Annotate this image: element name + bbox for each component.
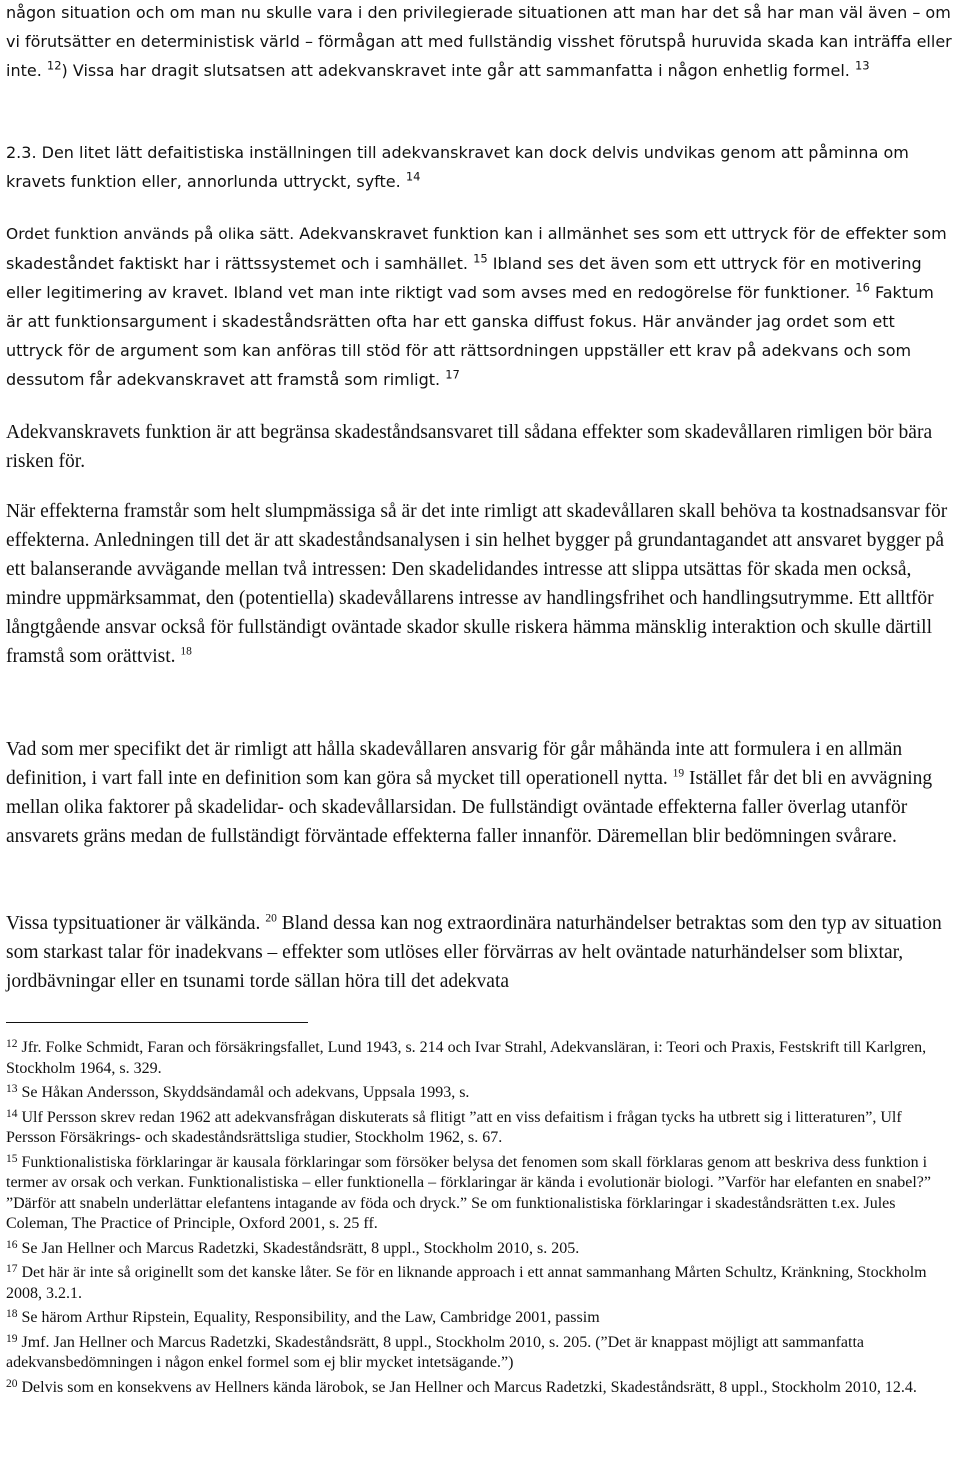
footnote-number: 16 <box>6 1238 18 1251</box>
footnote-text: Jfr. Folke Schmidt, Faran och försäkringsfallet, Lund 1943, s. 214 och Ivar Strahl, Adekvansläran, i: Teori och Praxis, Festskrift till Karlgren, Stockholm 1964, s. 329. <box>6 1039 927 1077</box>
intro-paragraph <box>6 0 954 85</box>
footnote-20 <box>6 1374 954 1399</box>
paragraph-typ-text-a: Vissa typsituationer är välkända. <box>6 913 261 934</box>
paragraph-specific-text-b: Istället får det bli en avvägning mellan olika faktorer på skadelidar- och skadevållarsidan. De fullständigt oväntade effekterna faller överlag utanför ansvarets gräns medan de fullständigt förväntade effekterna faller innanför. Däremellan blir bedömningen svårare. <box>6 768 933 847</box>
footnote-divider <box>6 1022 308 1023</box>
footnote-number: 12 <box>6 1038 18 1050</box>
paragraph-typ-text-b: Bland dessa kan nog extraordinära naturhändelser betraktas som den typ av situation som starkast talar för inadekvans – effekter som utlöses eller förvärras av helt oväntade naturhändelser som blixtar, jordbävningar eller en tsunami torde sällan höra till det adekvata <box>6 913 942 992</box>
section-text: Den litet lätt defaitistiska inställningen till adekvanskravet kan dock delvis undvikas genom att påminna om kravets funktion eller, annorlunda uttryckt, syfte. <box>6 143 909 191</box>
usage-heading: Ordet funktion används på olika sätt. <box>6 225 295 243</box>
paragraph-specific-text-a: Vad som mer specifikt det är rimligt att hålla skadevållaren ansvarig för går måhända inte att formulera i en allmän definition, i vart fall inte en definition som kan göra så mycket till operationell nytta. <box>6 739 903 789</box>
usage-paragraph <box>6 219 954 394</box>
footnote-17 <box>6 1259 954 1304</box>
footnote-text: Se Håkan Andersson, Skyddsändamål och adekvans, Uppsala 1993, s. <box>17 1084 470 1101</box>
usage-text-a: Adekvanskravet funktion kan i allmänhet ses som ett uttryck för de effekter som skadeståndet faktiskt har i rättssystemet och i samhället. <box>6 224 947 273</box>
footnote-18 <box>6 1304 954 1329</box>
usage-text-b: Ibland ses det även som ett uttryck för en motivering eller legitimering av kravet. Ibland vet man inte riktigt vad som avses med en redogörelse för funktioner. <box>6 254 922 302</box>
footnote-ref-13[interactable]: 13 <box>854 58 870 73</box>
footnote-number: 15 <box>6 1152 18 1165</box>
footnote-12 <box>6 1034 954 1079</box>
paragraph-function: Adekvanskravets funktion är att begränsa skadeståndsansvaret till sådana effekter som skadevållaren rimligen bör bära risken för. <box>6 422 933 472</box>
footnote-text: Se härom Arthur Ripstein, Equality, Responsibility, and the Law, Cambridge 2001, passim <box>17 1309 600 1326</box>
footnote-ref-18[interactable]: 18 <box>180 645 192 658</box>
footnote-text: Se Jan Hellner och Marcus Radetzki, Skadeståndsrätt, 8 uppl., Stockholm 2010, s. 205. <box>17 1239 580 1257</box>
paragraph-effects-text: När effekterna framstår som helt slumpmässiga så är det inte rimligt att skadevållaren skall behöva ta kostnadsansvar för effekterna. Anledningen till det är att skadeståndsanalysen i sin helhet bygger på grundantagandet att ansvaret bygger på ett balanserande avvägande mellan två intressen: Den skadelidandes intresse att slippa utsättas för skada men också, mindre uppmärksammat, den (potentiella) skadevållarens intresse av handlingsfrihet och handlingsutrymme. Ett alltför långtgående ansvar också för fullständigt oväntade skador skulle riskera hämma mänsklig interaktion och skulle därtill framstå som orättvist. <box>6 501 948 667</box>
footnote-ref-19[interactable]: 19 <box>672 767 685 780</box>
footnote-ref-14[interactable]: 14 <box>405 169 421 184</box>
footnote-number: 13 <box>6 1083 18 1095</box>
footnote-text: Ulf Persson skrev redan 1962 att adekvansfrågan diskuterats så flitigt ”att en viss defaitism i frågan tycks ha utbrett sig i litteraturen”, Ulf Persson Försäkrings- och skadeståndsrättsliga studier, Stockholm 1962, s. 67. <box>6 1108 902 1146</box>
section-number: 2.3. <box>6 143 37 162</box>
footnote-ref-15[interactable]: 15 <box>473 251 488 266</box>
footnote-text: Delvis som en konsekvens av Hellners kända lärobok, se Jan Hellner och Marcus Radetzki, Skadeståndsrätt, 8 uppl., Stockholm 2010, 12.4. <box>17 1378 917 1396</box>
footnote-number: 14 <box>6 1107 18 1120</box>
footnote-text: Funktionalistiska förklaringar är kausala förklaringar som försöker belysa det fenomen som skall förklaras genom att beskriva dess funktion i termer av orsak och verkan. Funktionalistiska – eller funktionella – förklaringar är kända i evolutionär biologi. ”Varför har elefanten en snabel?” ”Därför att snabeln underlättar elefantens intagande av föda och dryck.” Se om funktionalistiska förklaringar i skadeståndsrätten t.ex. Jules Coleman, The Practice of Principle, Oxford 2001, s. 25 ff. <box>6 1153 931 1232</box>
footnote-19 <box>6 1329 954 1374</box>
footnote-15 <box>6 1149 954 1235</box>
intro-text-b: ) Vissa har dragit slutsatsen att adekvanskravet inte går att sammanfatta i någon enhetlig formel. <box>61 61 850 80</box>
usage-text-c: Faktum är att funktionsargument i skadeståndsrätten ofta har ett ganska diffust fokus. Här använder jag ordet som ett uttryck för de argument som kan anföras till stöd för att rättsordningen uppställer ett krav på adekvans och som dessutom får adekvanskravet att framstå som rimligt. <box>6 283 934 389</box>
footnote-number: 19 <box>6 1332 18 1345</box>
footnote-text: Jmf. Jan Hellner och Marcus Radetzki, Skadeståndsrätt, 8 uppl., Stockholm 2010, s. 205. (”Det är knappast möjligt att sammanfatta adekvansbedömningen i någon enkel formel som ej blir mycket intetsägande.”) <box>6 1333 864 1371</box>
footnote-14 <box>6 1104 954 1149</box>
section-paragraph <box>6 138 954 196</box>
intro-text-a: någon situation och om man nu skulle vara i den privilegierade situationen att man har det så har man väl även – om vi förutsätter en deterministisk värld – förmågan att med fullständig visshet förutspå huruvida skada kan inträffa eller inte. <box>6 3 952 80</box>
paragraph-effects <box>6 497 954 671</box>
footnote-ref-16[interactable]: 16 <box>855 280 870 295</box>
footnote-text: Det här är inte så originellt som det kanske låter. Se för en liknande approach i ett annat sammanhang Mårten Schultz, Kränkning, Stockholm 2008, 3.2.1. <box>6 1264 927 1302</box>
footnote-number: 18 <box>6 1308 18 1320</box>
footnote-ref-17[interactable]: 17 <box>445 367 460 382</box>
footnote-ref-12[interactable]: 12 <box>46 58 62 73</box>
footnotes <box>6 1034 954 1398</box>
footnote-number: 20 <box>6 1377 18 1390</box>
paragraph-specific <box>6 735 954 851</box>
footnote-13 <box>6 1079 954 1104</box>
footnote-ref-20[interactable]: 20 <box>265 912 277 925</box>
paragraph-typsituationer <box>6 909 954 996</box>
footnote-number: 17 <box>6 1263 18 1275</box>
footnote-16 <box>6 1235 954 1260</box>
